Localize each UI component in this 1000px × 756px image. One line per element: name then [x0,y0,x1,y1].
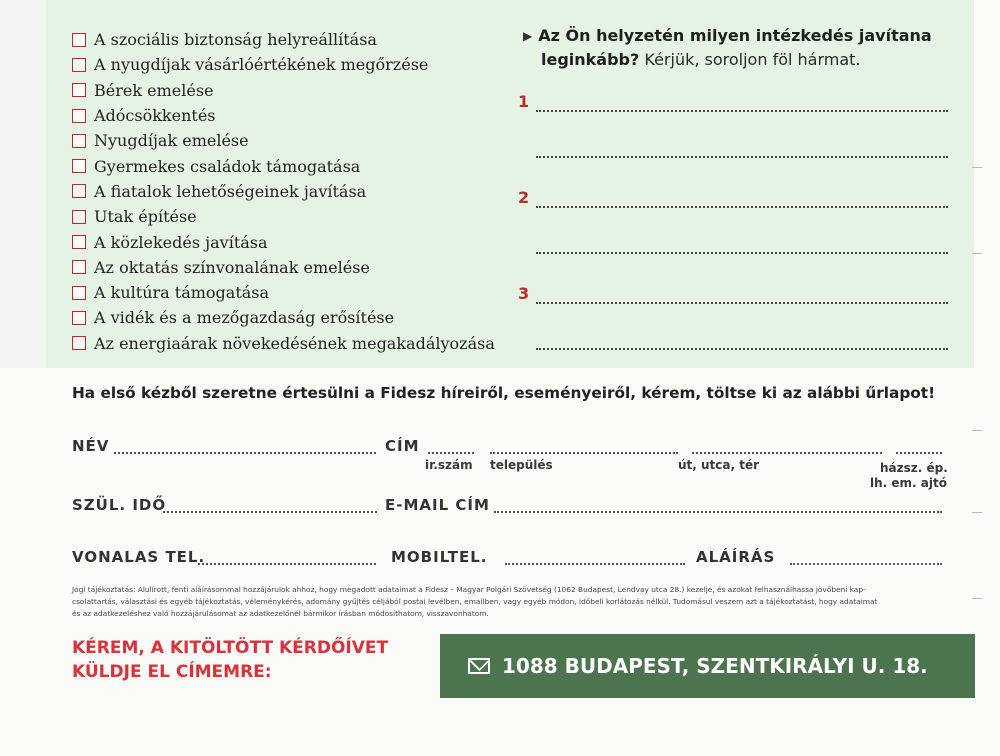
checkbox[interactable] [72,159,86,173]
checklist-label: A szociális biztonság helyreállítása [94,30,377,50]
checkbox[interactable] [72,33,86,47]
checklist-item[interactable] [72,305,495,330]
mobile-field[interactable] [505,563,685,565]
edge-mark [972,253,982,254]
address-label: CÍM [385,437,420,455]
checklist-label: A fiatalok lehetőségeinek javítása [94,181,367,201]
edge-mark [972,430,982,431]
return-instruction: KÉREM, A KITÖLTÖTT KÉRDŐÍVET KÜLDJE EL CÍMEMRE: [72,638,389,682]
checklist-label: Az energiaárak növekedésének megakadályozása [94,333,495,353]
zip-sublabel: ir.szám [425,458,473,472]
checkbox[interactable] [72,235,86,249]
checkbox[interactable] [72,184,86,198]
checklist-label: Bérek emelése [94,80,214,100]
checklist-item[interactable] [72,229,495,254]
checklist-item[interactable] [72,52,495,77]
checklist-item[interactable] [72,153,495,178]
checklist-label: Gyermekes családok támogatása [94,156,361,176]
answer-line[interactable] [536,156,948,158]
checkbox[interactable] [72,311,86,325]
checklist-label: A nyugdíjak vásárlóértékének megőrzése [94,55,429,75]
house-sublabel-2: lh. em. ajtó [870,476,947,490]
answer-line[interactable] [536,252,948,254]
left-margin-bg [0,0,46,368]
checklist-label: Az oktatás színvonalának emelése [94,257,370,277]
answer-number: 3 [518,284,530,303]
mailing-address: 1088 BUDAPEST, SZENTKIRÁLYI U. 18. [502,654,928,678]
checkbox[interactable] [72,58,86,72]
answer-line[interactable] [536,110,948,112]
birth-date-field[interactable] [163,511,377,513]
checklist-item[interactable] [72,27,495,52]
email-field[interactable] [494,511,942,513]
mailing-address-box [440,634,975,698]
checklist-item[interactable] [72,255,495,280]
priority-checklist [72,27,495,356]
checkbox[interactable] [72,134,86,148]
answer-line[interactable] [536,302,948,304]
landline-label: VONALAS TEL. [72,548,206,566]
checkbox[interactable] [72,210,86,224]
edge-mark [972,167,982,168]
edge-mark [972,512,982,513]
question-line-2: leginkább? Kérjük, soroljon föl hármat. [541,50,861,69]
checklist-item[interactable] [72,280,495,305]
open-question [523,24,953,72]
legal-line: és az adatkezeléshez való hozzájárulásomat az adatkezelőnél bármikor írásban módosíthatom, visszavonhatom. [72,609,489,618]
answer-number: 2 [518,188,530,207]
envelope-icon [468,658,490,674]
checklist-item[interactable] [72,204,495,229]
checklist-label: A közlekedés javítása [94,232,268,252]
street-sublabel: út, utca, tér [678,458,760,472]
name-label: NÉV [72,437,110,455]
question-line-1: ▶ Az Ön helyzetén milyen intézkedés javítana [523,24,953,48]
checkbox[interactable] [72,109,86,123]
checkbox[interactable] [72,260,86,274]
legal-notice [72,584,952,620]
house-sublabel-1: házsz. ép. [880,461,948,475]
checklist-item[interactable] [72,78,495,103]
edge-mark [972,598,982,599]
street-field[interactable] [692,452,882,454]
checklist-label: Utak építése [94,207,197,227]
form-title: Ha első kézből szeretne értesülni a Fidesz híreiről, eseményeiről, kérem, töltse ki az alábbi űrlapot! [72,384,936,402]
answer-line[interactable] [536,206,948,208]
mobile-label: MOBILTEL. [391,548,488,566]
checkbox[interactable] [72,83,86,97]
checklist-item[interactable] [72,103,495,128]
landline-field[interactable] [198,563,376,565]
checklist-item[interactable] [72,179,495,204]
checklist-label: A kultúra támogatása [94,283,270,303]
checklist-item[interactable] [72,128,495,153]
checkbox[interactable] [72,286,86,300]
legal-line: Jogi tájékoztatás: Alulírott, fenti aláírásommal hozzájárulok ahhoz, hogy megadott adataimat a Fidesz – Magyar Polgári Szövetség (1062 Budapest, Lendvay utca 28.) kezelje, és azokat felhasználhassa jövőbeni kap- [72,585,866,594]
checklist-item[interactable] [72,331,495,356]
email-label: E-MAIL CÍM [385,496,490,514]
house-number-field[interactable] [896,452,942,454]
triangle-right-icon: ▶ [523,29,533,43]
signature-label: ALÁÍRÁS [696,548,776,566]
checklist-label: Nyugdíjak emelése [94,131,249,151]
zip-field[interactable] [428,452,474,454]
city-field[interactable] [490,452,678,454]
checklist-label: Adócsökkentés [94,106,216,126]
answer-number: 1 [518,92,530,111]
name-field[interactable] [114,452,376,454]
legal-line: csolattartás, választási és egyéb tájékoztatás, véleménykérés, adomány gyűjtés céljából postai levélben, emailben, vagy egyéb módon, időbeli korlátozás nélkül. Tudomásul veszem azt a tájékoztatást, hogy adataimat [72,597,878,606]
checkbox[interactable] [72,336,86,350]
signature-field[interactable] [790,563,942,565]
answer-line[interactable] [536,348,948,350]
birth-date-label: SZÜL. IDŐ [72,496,167,514]
city-sublabel: település [490,458,553,472]
checklist-label: A vidék és a mezőgazdaság erősítése [94,308,395,328]
